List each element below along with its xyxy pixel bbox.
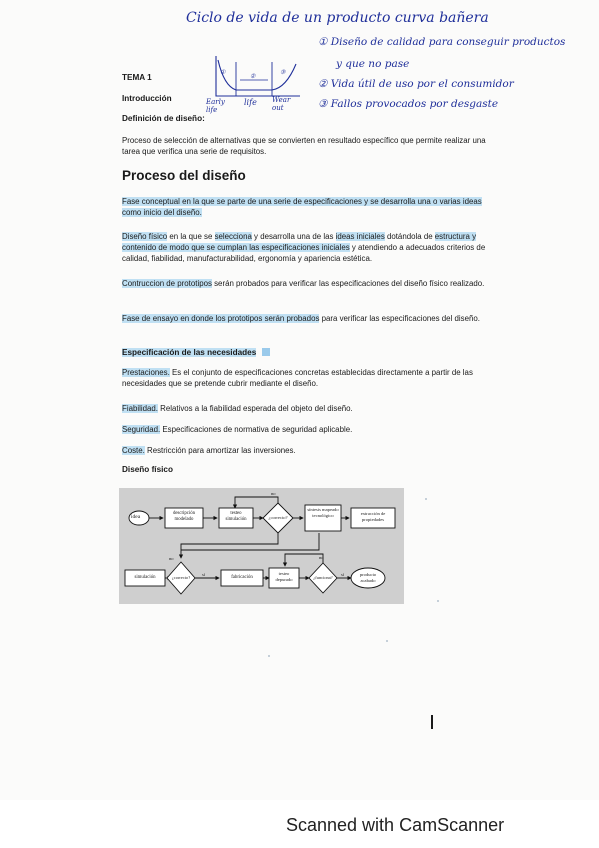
pen-mark (431, 715, 433, 729)
camscanner-watermark: Scanned with CamScanner (286, 815, 505, 835)
label-no-3: no (319, 555, 324, 560)
node-correcto-2: ¿correcto? (171, 575, 191, 580)
handwritten-title: Ciclo de vida de un producto curva bañera (186, 10, 489, 26)
paragraph-conceptual (122, 196, 497, 218)
curve-label-early: Early life (206, 98, 225, 114)
node-sintesis: síntesis mapeado tecnológico (307, 507, 339, 518)
node-funciona: ¿funciona? (313, 575, 333, 580)
text-span: Restricción para amortizar las inversiones. (144, 446, 296, 455)
highlight-coste: Coste. (122, 446, 145, 455)
intro-heading: Introducción (122, 94, 172, 103)
highlight-prototipos: Contruccion de prototipos (122, 279, 212, 288)
label-no-1: no (271, 491, 276, 496)
highlight-ensayo: Fase de ensayo en donde los prototipos serán probados (122, 314, 320, 323)
scan-dot (437, 600, 439, 602)
highlight-ideas: ideas iniciales (335, 232, 385, 241)
section-heading: Proceso del diseño (122, 168, 246, 183)
node-correcto-1: ¿correcto? (268, 515, 288, 520)
text-span: Especificaciones de normativa de seguridad aplicable. (160, 425, 353, 434)
highlight-fisico: Diseño físico (122, 232, 168, 241)
handwritten-note-2: ② Vida útil de uso por el consumidor (318, 78, 514, 90)
spec-prestaciones (122, 367, 497, 389)
text-span: y desarrolla una de las (251, 232, 336, 241)
paragraph-ensayo (122, 313, 497, 324)
svg-text:③: ③ (280, 70, 286, 76)
text-span: para verificar las especificaciones del diseño. (319, 314, 480, 323)
tema-title: TEMA 1 (122, 73, 152, 82)
label-no-2: no (169, 556, 174, 561)
svg-text:②: ② (250, 74, 256, 80)
node-idea: idea (131, 514, 141, 520)
handwritten-note-3: ③ Fallos provocados por desgaste (318, 98, 499, 110)
text-span: y atendiendo a adecuados criterios de calidad, fiabilidad, manufacturabilidad, ergonomía y apariencia estética. (122, 243, 486, 264)
spec-coste (122, 445, 497, 456)
highlight-mark (262, 348, 270, 356)
svg-text:①: ① (220, 70, 226, 76)
diseno-fisico-heading: Diseño físico (122, 465, 173, 474)
node-descripcion: descripción modelado (172, 511, 196, 522)
scan-dot (425, 498, 427, 500)
highlight-estructura: estructura y contenido de modo que se cumplan las especificaciones iniciales (122, 232, 477, 253)
text-span: dotándola de (384, 232, 435, 241)
spec-fiabilidad (122, 403, 497, 414)
highlight-conceptual: Fase conceptual en la que se parte de una serie de especificaciones y se desarrolla una o varias ideas como inicio del diseño. (122, 197, 482, 218)
node-simulacion: simulación (134, 575, 156, 580)
text-span: serán probados para verificar las especificaciones del diseño físico realizado. (211, 279, 485, 288)
definition-text: Proceso de selección de alternativas que se convierten en resultado específico que permite realizar una tarea que verifica una serie de requisitos. (122, 136, 486, 157)
highlight-seguridad: Seguridad. (122, 425, 161, 434)
label-si-1: sí (202, 572, 206, 577)
text-span: Relativos a la fiabilidad esperada del objeto del diseño. (157, 404, 353, 413)
node-testeo-depurado: testeo depurado (275, 571, 293, 582)
highlight-selecciona: selecciona (214, 232, 252, 241)
spec-seguridad (122, 424, 497, 435)
flowchart-svg (119, 488, 404, 604)
scan-dot (386, 640, 388, 642)
highlight-prestaciones: Prestaciones. (122, 368, 170, 377)
text-span: en la que se (167, 232, 215, 241)
node-producto: producto acabado (359, 572, 377, 583)
node-extraccion: extracción de propiedades (360, 511, 386, 522)
highlight-fiabilidad: Fiabilidad. (122, 404, 158, 413)
highlight-spec-title: Especificación de las necesidades (122, 348, 257, 357)
design-flowchart (119, 488, 404, 604)
handwritten-note-1: ① Diseño de calidad para conseguir productos (318, 36, 566, 48)
specification-heading (122, 348, 256, 357)
label-si-2: sí (341, 572, 345, 577)
paragraph-prototipos (122, 278, 497, 289)
node-fabricacion: fabricación (231, 575, 253, 580)
curve-label-wear: Wear out (272, 96, 291, 112)
paragraph-fisico (122, 231, 497, 265)
curve-label-life: life (244, 98, 257, 107)
handwritten-note-1b: y que no pase (336, 58, 410, 70)
definition-label: Definición de diseño: (122, 114, 205, 123)
text-span: Es el conjunto de especificaciones concretas establecidas directamente a partir de las necesidades que se pretende cubrir mediante el diseño. (122, 368, 473, 389)
node-testeo-simulacion: testeo simulación (225, 511, 247, 522)
scan-dot (268, 655, 270, 657)
